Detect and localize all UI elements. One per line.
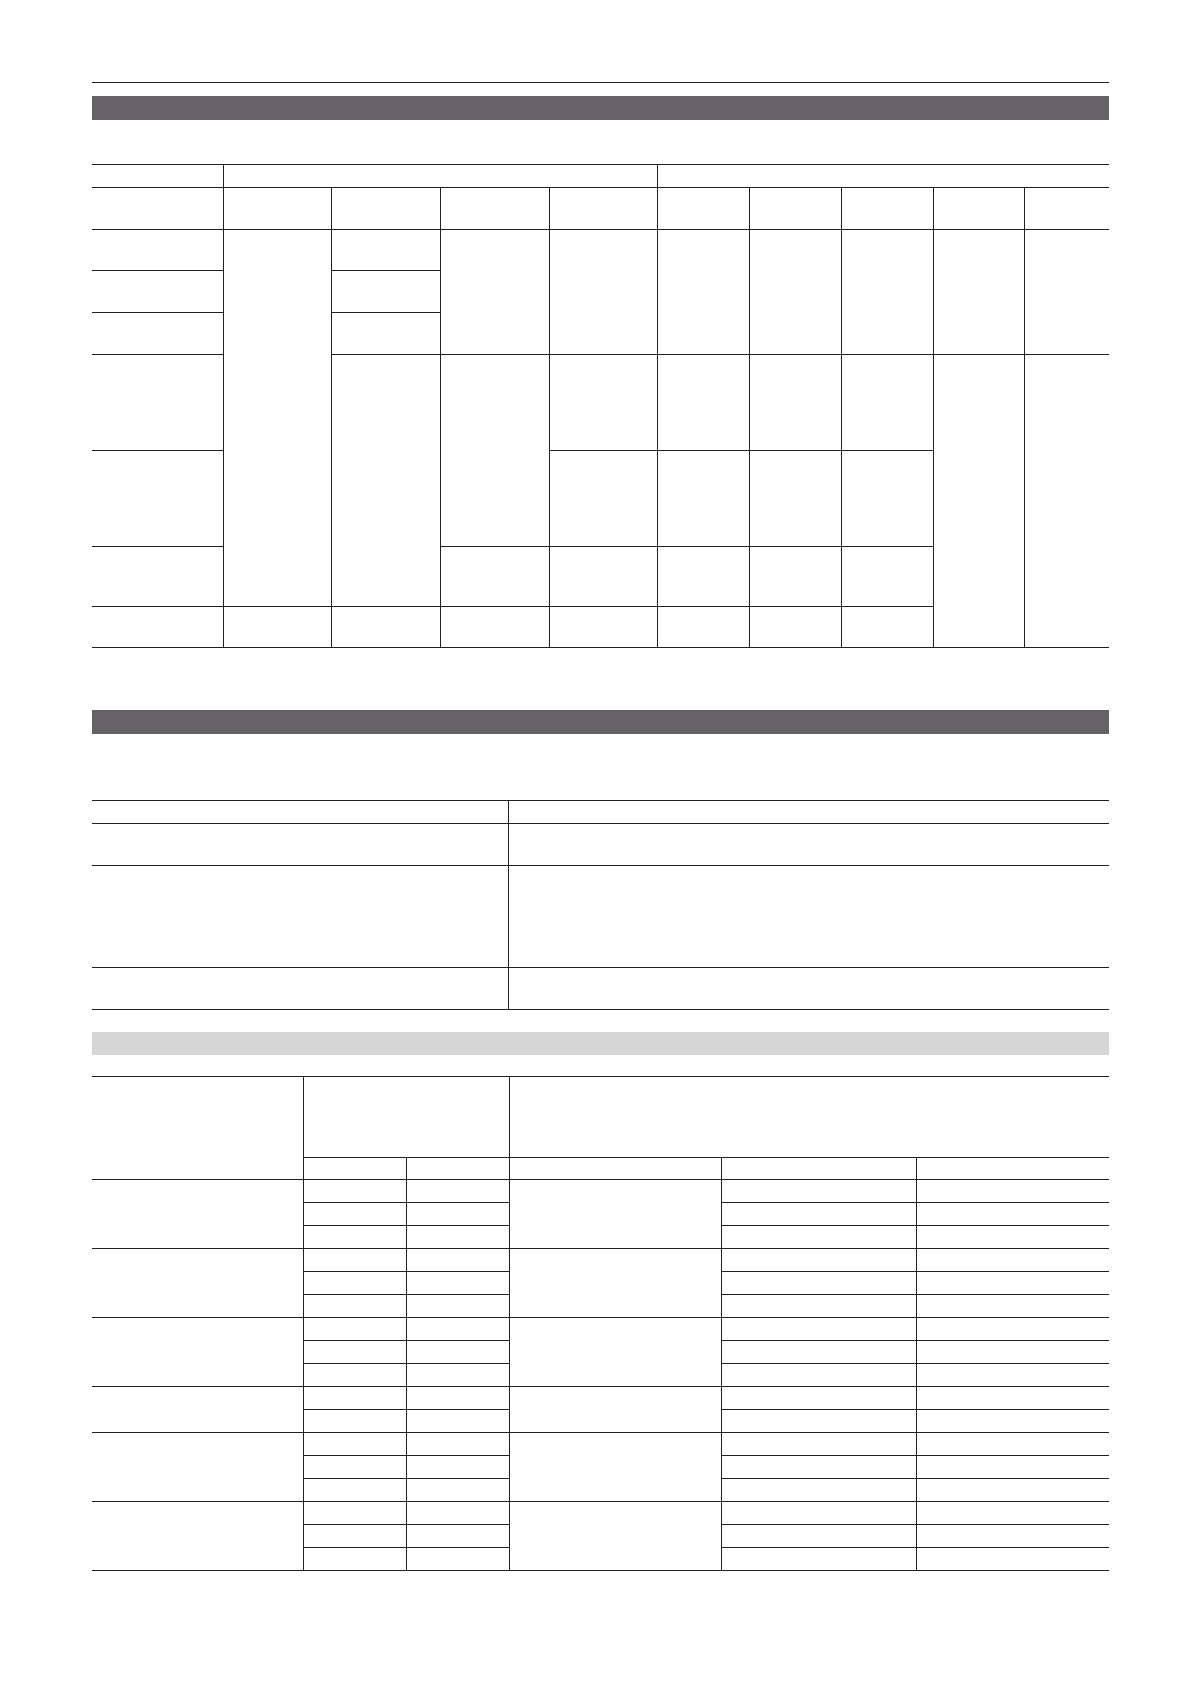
- section-header-bar-2: [92, 710, 1109, 734]
- t3-group-label: [92, 1502, 303, 1571]
- t3-cell: [721, 1410, 916, 1433]
- t3-header: [303, 1077, 509, 1158]
- t1-cell: [549, 355, 657, 451]
- t1-row-label: [92, 355, 223, 451]
- t3-cell: [916, 1433, 1109, 1456]
- t3-cell: [916, 1525, 1109, 1548]
- t1-cell: [841, 547, 933, 607]
- t1-cell: [440, 547, 549, 607]
- t3-cell: [406, 1433, 509, 1456]
- section-header-bar-1: [92, 96, 1109, 120]
- t3-cell: [303, 1249, 406, 1272]
- t3-cell: [406, 1226, 509, 1249]
- t3-cell: [303, 1295, 406, 1318]
- t3-cell: [916, 1249, 1109, 1272]
- t3-cell: [721, 1502, 916, 1525]
- section-title-1: [92, 96, 1109, 102]
- t3-cell: [406, 1203, 509, 1226]
- t3-header: [92, 1077, 303, 1180]
- t3-cell: [721, 1433, 916, 1456]
- t1-row-label: [92, 547, 223, 607]
- t1-column-header: [841, 188, 933, 230]
- t2-cell: [508, 866, 1109, 968]
- t1-row-label: [92, 230, 223, 271]
- t3-cell: [303, 1548, 406, 1571]
- t3-subheader: [721, 1158, 916, 1180]
- t1-cell: [549, 607, 657, 648]
- t3-cell: [509, 1318, 721, 1387]
- t1-column-header: [440, 188, 549, 230]
- t3-cell: [916, 1203, 1109, 1226]
- t1-cell: [657, 355, 749, 451]
- t3-cell: [721, 1318, 916, 1341]
- t3-cell: [721, 1525, 916, 1548]
- t1-cell: [440, 230, 549, 355]
- t3-cell: [406, 1502, 509, 1525]
- t1-cell: [749, 230, 841, 355]
- t1-cell: [749, 607, 841, 648]
- t1-cell: [223, 607, 331, 648]
- t3-cell: [916, 1226, 1109, 1249]
- t3-group-label: [92, 1387, 303, 1433]
- t1-cell: [749, 355, 841, 451]
- table-3: [92, 1076, 1109, 1571]
- section-title-2: [92, 710, 1109, 716]
- t1-cell: [440, 355, 549, 547]
- t1-column-header: [933, 188, 1024, 230]
- t1-column-header: [223, 188, 331, 230]
- t3-cell: [721, 1249, 916, 1272]
- t1-cell: [749, 547, 841, 607]
- t3-cell: [303, 1180, 406, 1203]
- page-top-rule: [92, 82, 1109, 83]
- t1-group-header: [92, 165, 223, 188]
- t3-cell: [406, 1341, 509, 1364]
- t1-cell: [440, 607, 549, 648]
- t2-cell: [92, 866, 508, 968]
- t3-header: [509, 1077, 1109, 1158]
- t3-cell: [303, 1341, 406, 1364]
- t3-cell: [303, 1364, 406, 1387]
- t3-cell: [406, 1456, 509, 1479]
- t3-cell: [721, 1272, 916, 1295]
- t3-group-label: [92, 1249, 303, 1318]
- t1-cell: [549, 451, 657, 547]
- t3-cell: [406, 1548, 509, 1571]
- t3-cell: [916, 1456, 1109, 1479]
- t3-cell: [406, 1410, 509, 1433]
- t1-row-label: [92, 607, 223, 648]
- t3-cell: [303, 1456, 406, 1479]
- t1-cell: [549, 547, 657, 607]
- t1-cell: [549, 230, 657, 355]
- t3-cell: [916, 1341, 1109, 1364]
- t3-cell: [916, 1318, 1109, 1341]
- t2-cell: [92, 824, 508, 866]
- t3-cell: [406, 1387, 509, 1410]
- t1-cell: [841, 355, 933, 451]
- t3-cell: [303, 1226, 406, 1249]
- t3-cell: [406, 1479, 509, 1502]
- t1-row-label: [92, 271, 223, 313]
- t1-group-header: [657, 165, 1109, 188]
- t3-cell: [509, 1433, 721, 1502]
- t3-cell: [916, 1272, 1109, 1295]
- t3-cell: [303, 1387, 406, 1410]
- t3-cell: [916, 1479, 1109, 1502]
- t3-cell: [303, 1433, 406, 1456]
- t2-cell: [508, 824, 1109, 866]
- t1-row-label: [92, 313, 223, 355]
- t3-cell: [303, 1479, 406, 1502]
- t3-cell: [509, 1387, 721, 1433]
- t1-cell: [657, 547, 749, 607]
- t2-cell: [508, 968, 1109, 1010]
- table-1: [92, 164, 1109, 648]
- t3-cell: [406, 1525, 509, 1548]
- t1-column-header: [657, 188, 749, 230]
- t1-row-label: [92, 451, 223, 547]
- t3-cell: [303, 1318, 406, 1341]
- t3-cell: [916, 1180, 1109, 1203]
- t3-cell: [509, 1180, 721, 1249]
- t3-cell: [721, 1180, 916, 1203]
- t1-cell: [841, 607, 933, 648]
- t1-cell: [1024, 355, 1109, 648]
- t3-group-label: [92, 1433, 303, 1502]
- t3-cell: [303, 1525, 406, 1548]
- t1-cell: [331, 230, 440, 271]
- t3-cell: [406, 1295, 509, 1318]
- t1-cell: [749, 451, 841, 547]
- t1-column-header: [92, 188, 223, 230]
- t1-column-header: [549, 188, 657, 230]
- t3-cell: [916, 1548, 1109, 1571]
- t1-cell: [933, 355, 1024, 648]
- t3-cell: [721, 1203, 916, 1226]
- t2-cell: [508, 801, 1109, 824]
- t1-column-header: [331, 188, 440, 230]
- t3-cell: [721, 1456, 916, 1479]
- t3-cell: [406, 1364, 509, 1387]
- t3-cell: [721, 1295, 916, 1318]
- t3-cell: [916, 1364, 1109, 1387]
- table-2: [92, 800, 1109, 1010]
- t3-cell: [406, 1180, 509, 1203]
- t3-cell: [406, 1272, 509, 1295]
- t1-cell: [331, 313, 440, 355]
- t1-cell: [841, 230, 933, 355]
- t3-cell: [303, 1272, 406, 1295]
- t2-cell: [92, 968, 508, 1010]
- t3-subheader: [509, 1158, 721, 1180]
- t2-cell: [92, 801, 508, 824]
- t3-cell: [721, 1479, 916, 1502]
- t1-cell: [657, 451, 749, 547]
- t3-group-label: [92, 1318, 303, 1387]
- t3-cell: [303, 1203, 406, 1226]
- t3-cell: [721, 1341, 916, 1364]
- subsection-title: [92, 1032, 1109, 1038]
- t3-cell: [303, 1410, 406, 1433]
- t3-cell: [406, 1318, 509, 1341]
- t1-cell: [657, 607, 749, 648]
- t1-cell: [933, 230, 1024, 355]
- t1-cell: [331, 271, 440, 313]
- t1-cell: [1024, 230, 1109, 355]
- t1-column-header: [749, 188, 841, 230]
- t1-cell: [331, 355, 440, 607]
- t3-cell: [721, 1548, 916, 1571]
- t3-cell: [406, 1249, 509, 1272]
- t1-group-header: [223, 165, 657, 188]
- t1-column-header: [1024, 188, 1109, 230]
- t3-cell: [509, 1249, 721, 1318]
- t3-subheader: [303, 1158, 406, 1180]
- t3-cell: [509, 1502, 721, 1571]
- t3-cell: [916, 1502, 1109, 1525]
- t1-cell: [841, 451, 933, 547]
- t3-subheader: [406, 1158, 509, 1180]
- t3-group-label: [92, 1180, 303, 1249]
- t1-cell: [657, 230, 749, 355]
- t3-cell: [721, 1226, 916, 1249]
- t3-cell: [303, 1502, 406, 1525]
- t1-cell: [223, 230, 331, 607]
- subsection-header-bar: [92, 1032, 1109, 1055]
- t3-cell: [721, 1387, 916, 1410]
- t3-cell: [721, 1364, 916, 1387]
- t3-subheader: [916, 1158, 1109, 1180]
- t3-cell: [916, 1410, 1109, 1433]
- t1-cell: [331, 607, 440, 648]
- t3-cell: [916, 1295, 1109, 1318]
- t3-cell: [916, 1387, 1109, 1410]
